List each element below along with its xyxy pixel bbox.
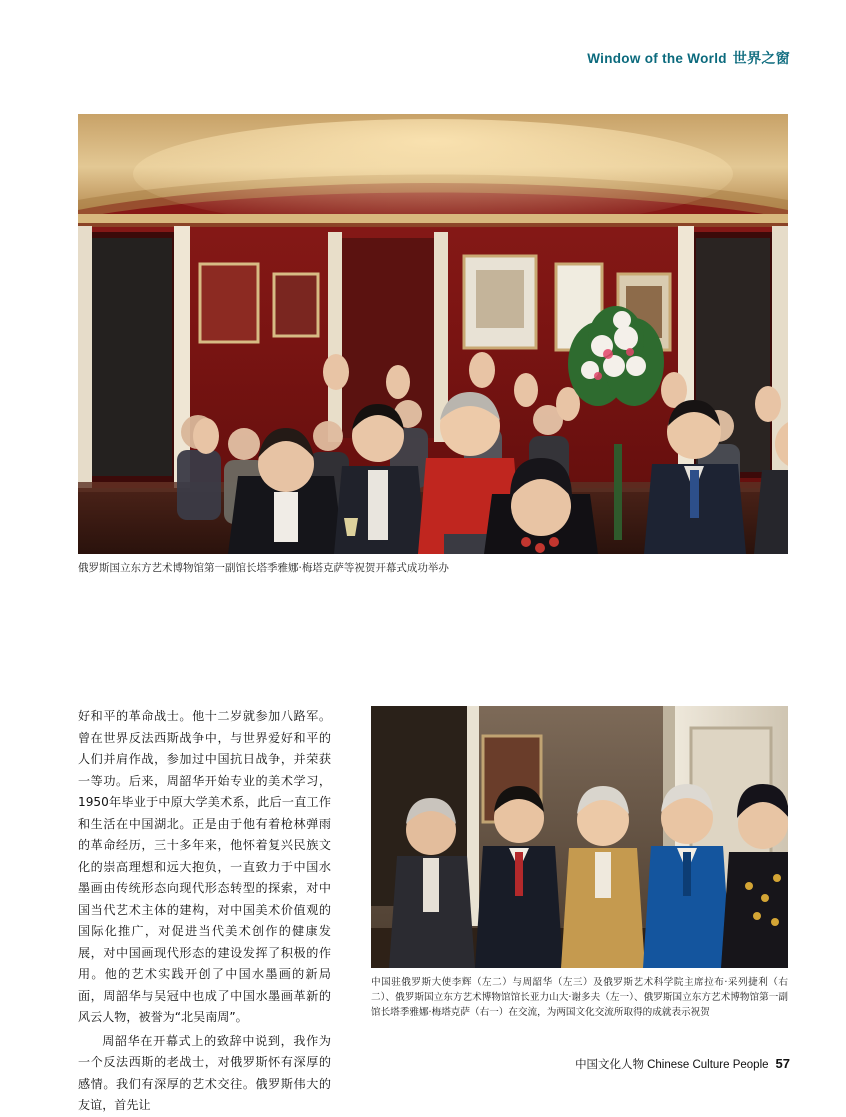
dignitaries-conversation-photo xyxy=(371,706,788,968)
page-header xyxy=(587,48,790,68)
exhibition-opening-group-photo xyxy=(78,114,788,554)
photo-top-illustration xyxy=(78,114,788,554)
page-number: 57 xyxy=(775,1056,790,1071)
photo-top-caption: 俄罗斯国立东方艺术博物馆第一副馆长塔季雅娜·梅塔克萨等祝贺开幕式成功举办 xyxy=(78,562,449,574)
article-body xyxy=(78,706,331,1117)
body-paragraph-2: 周韶华在开幕式上的致辞中说到，我作为一个反法西斯的老战士，对俄罗斯怀有深厚的感情。我们有深厚的艺术交往。俄罗斯伟大的友谊，首先让 xyxy=(78,1033,331,1113)
footer-publication-en: Chinese Culture People xyxy=(647,1059,769,1071)
page-footer xyxy=(575,1056,790,1072)
body-paragraph-1: 好和平的革命战士。他十二岁就参加八路军。曾在世界反法西斯战争中，与世界爱好和平的人们并肩作战，参加过中国抗日战争，并荣获一等功。后来，周韶华开始专业的美术学习，1950年毕业于中原大学美术系，此后一直工作和生活在中国湖北。正是由于他有着枪林弹雨的革命经历，三十多年来，他怀着复兴民族文化的崇高理想和远大抱负，一直致力于中国水墨画由传统形态向现代形态转型的探索，对中国当代艺术主体的建构，对中国美术价值观的国际化推广，对促进当代美术创作的健康发展，对中国画现代形态的建设发挥了积极的作用。他的艺术实践开创了中国水墨画的新局面，周韶华与吴冠中也成了中国水墨画革新的风云人物，被誉为“北吴南周”。 xyxy=(78,709,331,1025)
header-title-en: Window of the World xyxy=(587,51,727,66)
photo-bottom-illustration xyxy=(371,706,788,968)
photo-bottom-caption: 中国驻俄罗斯大使李辉（左二）与周韶华（左三）及俄罗斯艺术科学院主席拉布·采列捷利（右二）、俄罗斯国立东方艺术博物馆馆长亚力山大·谢多夫（左一）、俄罗斯国立东方艺术博物馆第一副馆长塔季雅娜·梅塔克萨（右一）在交流，为两国文化交流所取得的成就表示祝贺 xyxy=(371,977,788,1018)
header-title-cn: 世界之窗 xyxy=(732,51,790,67)
footer-publication-cn: 中国文化人物 xyxy=(575,1057,645,1071)
